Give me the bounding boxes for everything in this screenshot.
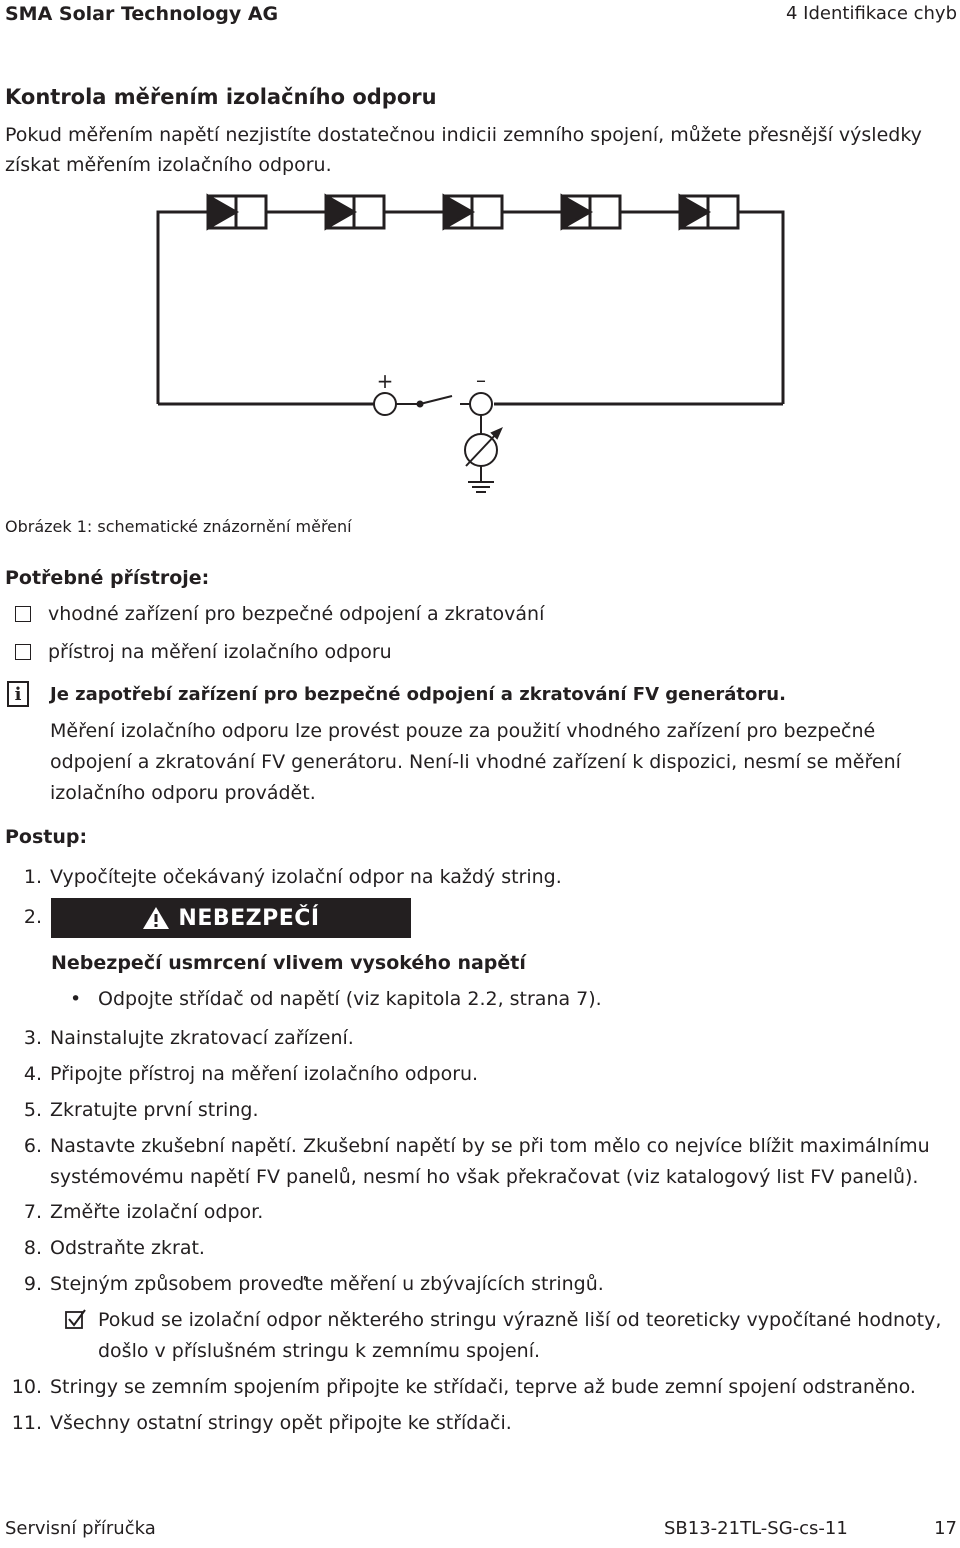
step-number: 1. xyxy=(23,866,42,888)
info-title: Je zapotřebí zařízení pro bezpečné odpojení a zkratování FV generátoru. xyxy=(50,684,786,705)
requirement-label: vhodné zařízení pro bezpečné odpojení a zkratování xyxy=(48,603,545,625)
info-icon: i xyxy=(7,681,29,707)
step-number: 4. xyxy=(23,1063,42,1085)
step-text: Stejným způsobem proveďte měření u zbývajících stringů. xyxy=(50,1273,604,1295)
checked-box-icon xyxy=(65,1309,87,1331)
step-text: Zkratujte první string. xyxy=(50,1099,259,1121)
step-text: Stringy se zemním spojením připojte ke střídači, teprve až bude zemní spojení odstraněno. xyxy=(50,1376,916,1398)
step-text: Odstraňte zkrat. xyxy=(50,1237,205,1259)
plus-label: + xyxy=(376,369,394,393)
checkbox-icon xyxy=(15,606,31,622)
warning-icon xyxy=(142,906,170,930)
figure-caption: Obrázek 1: schematické znázornění měření xyxy=(5,517,352,536)
danger-label: NEBEZPEČÍ xyxy=(178,905,320,931)
minus-label: – xyxy=(476,368,486,392)
step-number: 2. xyxy=(23,906,42,928)
checkbox-icon xyxy=(15,644,31,660)
step-text: Připojte přístroj na měření izolačního odporu. xyxy=(50,1063,479,1085)
step-text: Vypočítejte očekávaný izolační odpor na každý string. xyxy=(50,866,562,888)
requirements-title: Potřebné přístroje: xyxy=(5,567,210,589)
step-text: Změřte izolační odpor. xyxy=(50,1201,264,1223)
section-intro: Pokud měřením napětí nezjistíte dostatečnou indicii zemního spojení, můžete přesnější výsledky získat měřením izolačního odporu. xyxy=(5,124,922,176)
measurement-schematic xyxy=(0,180,960,510)
step-number: 5. xyxy=(23,1099,42,1121)
step-number: 9. xyxy=(23,1273,42,1295)
procedure-title: Postup: xyxy=(5,826,88,848)
footer-doc-code: SB13-21TL-SG-cs-11 xyxy=(664,1518,848,1539)
step-number: 3. xyxy=(23,1027,42,1049)
section-title: Kontrola měřením izolačního odporu xyxy=(5,85,437,109)
danger-banner xyxy=(51,898,411,938)
requirement-item xyxy=(15,637,392,667)
footer-manual-name: Servisní příručka xyxy=(5,1518,156,1539)
requirement-label: přístroj na měření izolačního odporu xyxy=(48,641,392,663)
step-text: Nastavte zkušební napětí. Zkušební napětí by se při tom mělo co nejvíce blížit maximálnímu systémovému napětí FV panelů, nesmí ho však překračovat (viz katalogový list FV panelů). xyxy=(50,1135,930,1188)
step-number: 8. xyxy=(23,1237,42,1259)
footer-page-number: 17 xyxy=(934,1518,957,1539)
step-text: Všechny ostatní stringy opět připojte ke střídači. xyxy=(50,1412,512,1434)
requirement-item xyxy=(15,599,544,629)
bullet-icon: • xyxy=(70,988,82,1010)
danger-title: Nebezpečí usmrcení vlivem vysokého napětí xyxy=(51,952,526,974)
step-number: 6. xyxy=(23,1135,42,1157)
step-number: 10. xyxy=(11,1376,42,1398)
step-number: 7. xyxy=(23,1201,42,1223)
info-text: Měření izolačního odporu lze provést pouze za použití vhodného zařízení pro bezpečné odpojení a zkratování FV generátoru. Není-li vhodné zařízení k dispozici, nesmí se měření izolačního odporu provádět. xyxy=(50,720,901,804)
header-company: SMA Solar Technology AG xyxy=(5,3,279,25)
header-chapter: 4 Identifikace chyb xyxy=(786,3,957,24)
step-text: Nainstalujte zkratovací zařízení. xyxy=(50,1027,354,1049)
step-number: 11. xyxy=(11,1412,42,1434)
danger-instruction: Odpojte střídač od napětí (viz kapitola 2.2, strana 7). xyxy=(98,988,602,1010)
result-text: Pokud se izolační odpor některého stringu výrazně liší od teoreticky vypočítané hodnoty, došlo v příslušném stringu k zemnímu spojení. xyxy=(98,1309,942,1362)
